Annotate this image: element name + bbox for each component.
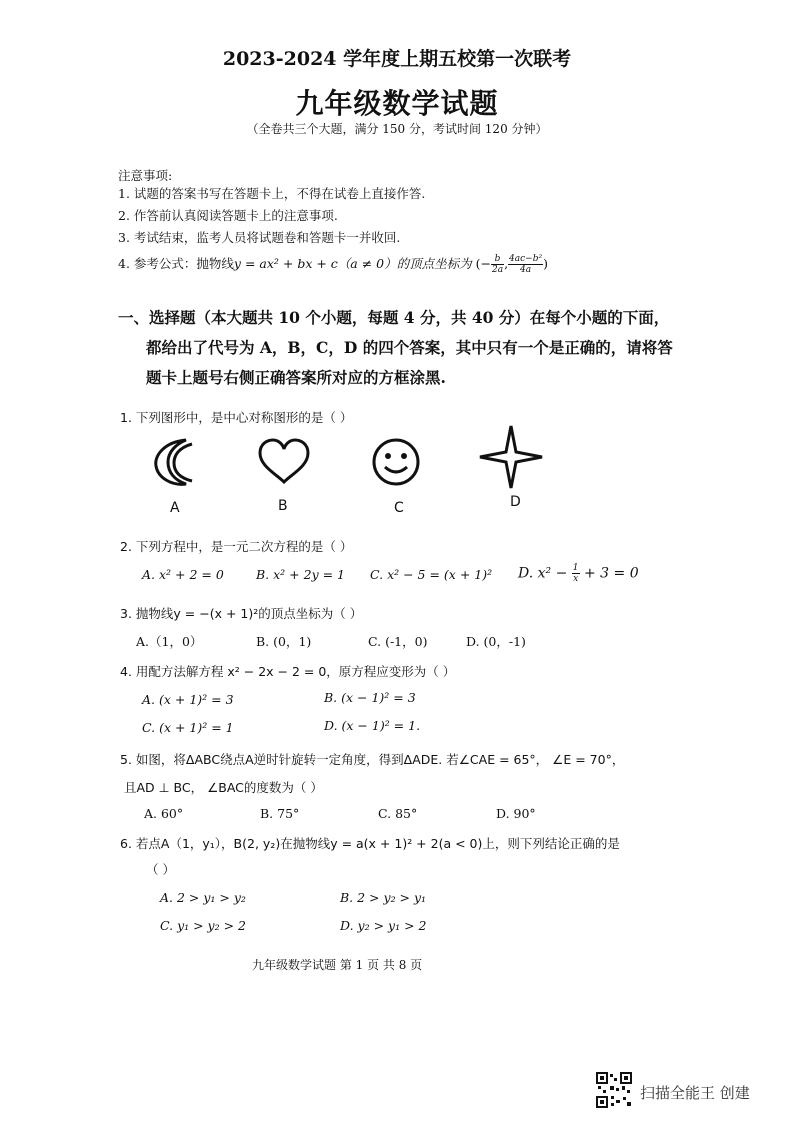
crescent-moon-icon	[146, 436, 206, 488]
q5-option-c: C. 85°	[378, 806, 418, 821]
q2-option-d-pre: D. x² −	[518, 565, 568, 582]
q2-option-b: B. x² + 2y = 1	[256, 567, 346, 582]
formula-text: y = ax² + bx + c（a ≠ 0）的顶点坐标为	[233, 256, 472, 271]
q3-option-d: D. (0，-1)	[466, 634, 526, 649]
page-footer: 九年级数学试题 第 1 页 共 8 页	[252, 958, 423, 972]
question-5-stem: 5. 如图，将ΔABC绕点A逆时针旋转一定角度，得到ΔADE. 若∠CAE = 65°， ∠E = 70°，	[120, 752, 625, 767]
q6-option-d: D. y₂ > y₁ > 2	[340, 918, 427, 933]
fraction-denominator: 4a	[520, 265, 532, 275]
question-4-stem: 4. 用配方法解方程 x² − 2x − 2 = 0，原方程应变形为（ ）	[120, 664, 456, 679]
q4-option-d: D. (x − 1)² = 1.	[324, 718, 421, 733]
question-5-stem-cont: 且AD ⊥ BC， ∠BAC的度数为（ ）	[124, 780, 323, 795]
note-item: 3. 考试结束，监考人员将试题卷和答题卡一并收回.	[118, 230, 401, 245]
scanner-watermark: 扫描全能王 创建	[640, 1084, 750, 1102]
q2-option-c: C. x² − 5 = (x + 1)²	[370, 567, 493, 582]
q5-option-b: B. 75°	[260, 806, 300, 821]
q5-option-d: D. 90°	[496, 806, 536, 821]
q4-option-b: B. (x − 1)² = 3	[324, 690, 416, 705]
fraction-numerator: b	[491, 254, 504, 265]
exam-session-title: 2023-2024 学年度上期五校第一次联考	[222, 48, 572, 70]
exam-subtitle: （全卷共三个大题，满分 150 分，考试时间 120 分钟）	[246, 122, 548, 136]
vertex-x-fraction	[491, 254, 504, 275]
question-6-stem: 6. 若点A（1，y₁），B(2, y₂)在抛物线y = a(x + 1)² + 2(a < 0)上，则下列结论正确的是	[120, 836, 620, 851]
vertex-y-fraction	[508, 254, 543, 275]
fraction-denominator: x	[573, 574, 579, 584]
four-point-star-icon	[478, 424, 544, 490]
q3-option-a: A.（1，0）	[136, 634, 203, 649]
section-instructions: 都给出了代号为 A，B，C，D 的四个答案，其中只有一个是正确的，请将答	[146, 338, 673, 357]
qr-code-icon	[596, 1072, 632, 1108]
q3-option-b: B. (0，1)	[256, 634, 312, 649]
q2-option-d-fraction	[572, 563, 580, 584]
figure-label-a: A	[170, 500, 180, 516]
vertex-open: (−	[475, 256, 491, 271]
section-instructions: 题卡上题号右侧正确答案所对应的方框涂黑.	[146, 368, 446, 387]
figure-label-d: D	[510, 494, 521, 510]
question-2-stem: 2. 下列方程中，是一元二次方程的是（ ）	[120, 539, 353, 554]
q4-option-a: A. (x + 1)² = 3	[142, 692, 234, 707]
notes-heading: 注意事项:	[118, 168, 173, 183]
question-6-stem-cont: （ ）	[146, 862, 175, 877]
fraction-numerator: 1	[572, 563, 579, 573]
vertex-comma: ,	[504, 256, 509, 271]
figure-label-b: B	[278, 498, 288, 514]
q5-option-a: A. 60°	[144, 806, 184, 821]
vertex-close: )	[543, 256, 548, 271]
q2-option-d	[518, 563, 639, 584]
note-item-formula	[118, 254, 548, 275]
q3-option-c: C. (-1，0)	[368, 634, 428, 649]
question-3-stem: 3. 抛物线y = −(x + 1)²的顶点坐标为（ ）	[120, 606, 363, 621]
note-item: 1. 试题的答案书写在答题卡上，不得在试卷上直接作答.	[118, 186, 426, 201]
q6-option-a: A. 2 > y₁ > y₂	[160, 890, 246, 905]
q6-option-b: B. 2 > y₂ > y₁	[340, 890, 427, 905]
q2-option-a: A. x² + 2 = 0	[142, 567, 224, 582]
note-item: 2. 作答前认真阅读答题卡上的注意事项.	[118, 208, 338, 223]
note-item-label: 4. 参考公式：抛物线	[118, 256, 234, 271]
fraction-numerator: 4ac−b²	[509, 254, 543, 264]
figure-label-c: C	[394, 500, 404, 516]
page-title: 九年级数学试题	[295, 87, 499, 120]
fraction-denominator: 2a	[491, 265, 504, 275]
q4-option-c: C. (x + 1)² = 1	[142, 720, 234, 735]
smiley-face-icon	[368, 434, 424, 490]
heart-icon	[254, 436, 314, 488]
section-heading: 一、选择题（本大题共 10 个小题，每题 4 分，共 40 分）在每个小题的下面，	[118, 308, 670, 327]
question-1-stem: 1. 下列图形中，是中心对称图形的是（ ）	[120, 410, 353, 425]
q6-option-c: C. y₁ > y₂ > 2	[160, 918, 247, 933]
q2-option-d-post: + 3 = 0	[583, 565, 639, 582]
